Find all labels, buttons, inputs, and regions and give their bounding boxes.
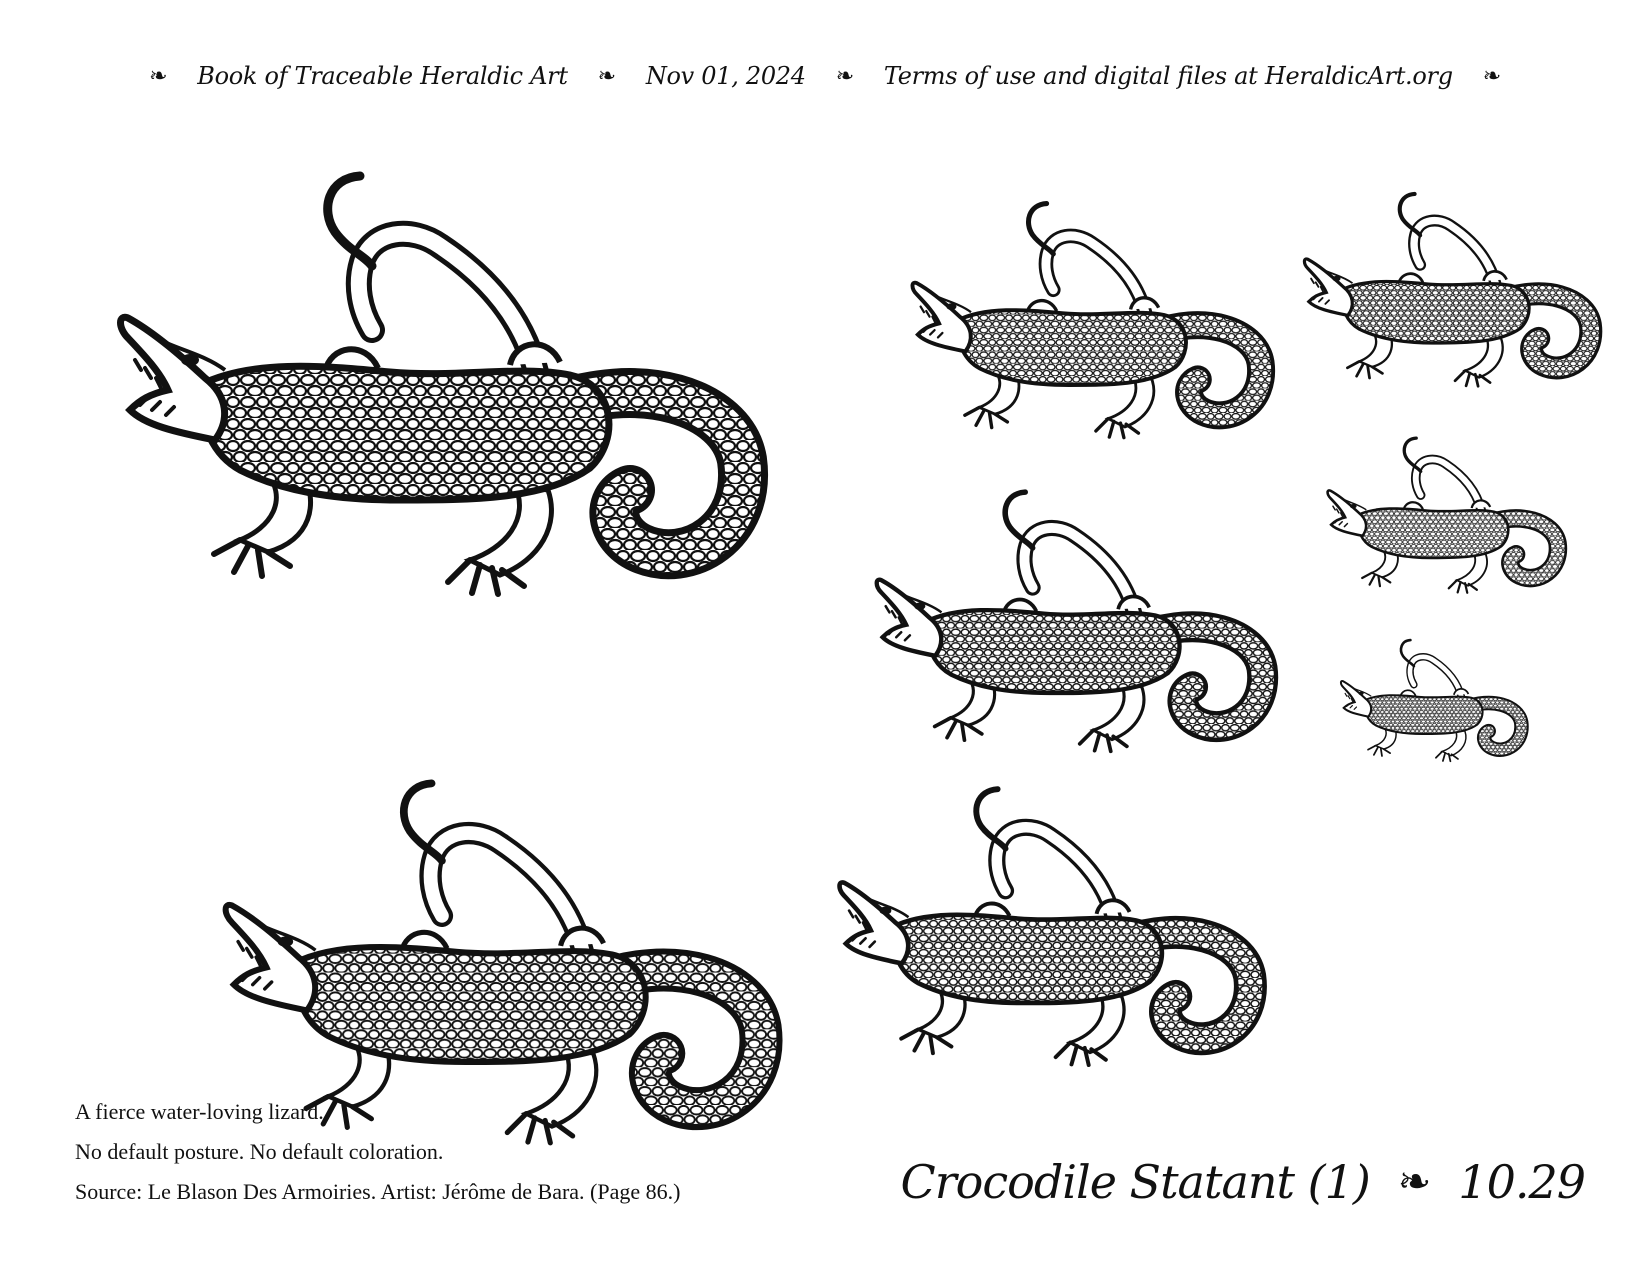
- crocodile-small-3: [1341, 640, 1522, 761]
- crocodile-medium-1: [912, 204, 1261, 438]
- plate-title: Crocodile Statant (1): [900, 1155, 1370, 1209]
- fleuron-icon: ❧: [1482, 63, 1501, 89]
- crocodile-small-1: [1304, 194, 1590, 386]
- crocodile-large-2: [226, 783, 761, 1142]
- fleuron-icon: ❧: [1397, 1159, 1431, 1205]
- description-line-1: A fierce water-loving lizard.: [75, 1099, 324, 1124]
- plate-title-block: [901, 1150, 1586, 1214]
- fleuron-icon: ❧: [149, 63, 168, 89]
- plate-number: 10.29: [1458, 1155, 1585, 1209]
- description-line-2: No default posture. No default coloration.: [75, 1139, 444, 1164]
- crocodile-large-1: [121, 176, 744, 594]
- plate-description: [75, 1092, 835, 1212]
- crocodile-medium-3: [840, 789, 1251, 1065]
- fleuron-icon: ❧: [835, 63, 854, 89]
- crocodile-small-2: [1328, 438, 1558, 593]
- publication-date: Nov 01, 2024: [645, 62, 806, 90]
- source-line: Source: Le Blason Des Armoiries. Artist: Jérôme de Bara. (Page 86.): [75, 1179, 681, 1204]
- fleuron-icon: ❧: [597, 63, 616, 89]
- book-title: Book of Traceable Heraldic Art: [197, 62, 568, 90]
- terms-link-text: Terms of use and digital files at HeraldicArt.org: [883, 62, 1453, 90]
- crocodile-medium-2: [877, 492, 1263, 751]
